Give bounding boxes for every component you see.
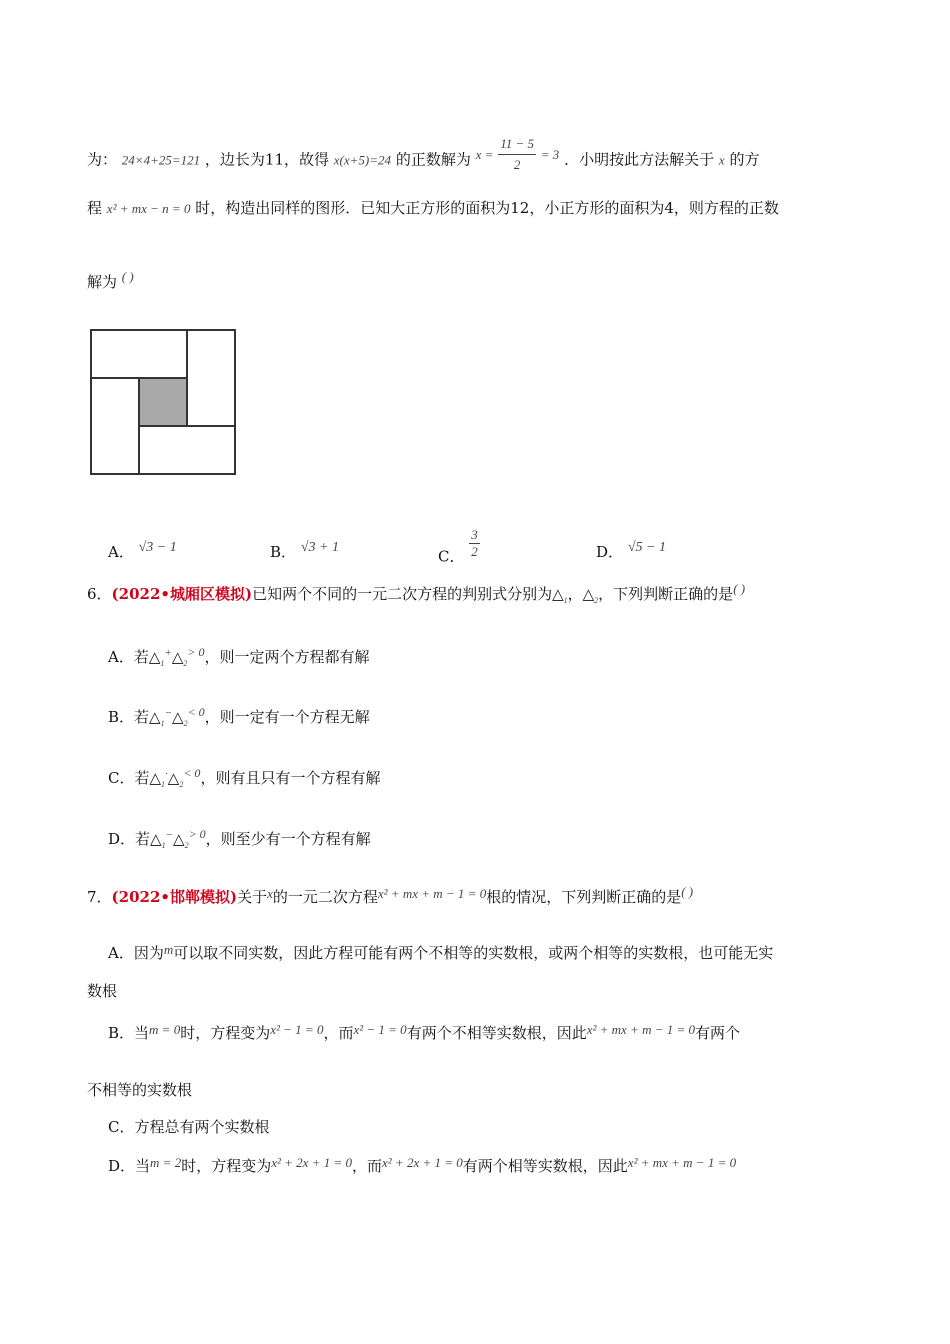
q5-option-d[interactable] [596,541,666,562]
text: ，则至少有一个方程有解 [205,830,371,848]
text: 有两个 [695,1024,741,1042]
question-number: 6． [87,585,112,603]
text: 的正数解为 [395,150,471,169]
option-value: √3 − 1 [138,540,177,555]
answer-blank: ( ) [681,884,694,899]
answer-blank: ( ) [733,581,746,596]
option-value: √3 + 1 [300,540,339,555]
answer-blank: ( ) [121,269,134,284]
q6-option-c[interactable] [108,766,380,789]
text: 时，方程变为 [181,1157,272,1175]
q6-option-d[interactable] [108,827,371,850]
rectangle-bottom [139,426,235,474]
option-label: B． [270,543,297,561]
question-source: (2022•邯郸模拟) [111,888,238,906]
text: 关于 [237,888,268,906]
subscript: 1 [160,719,165,728]
rectangle-top [91,330,187,378]
text: △ [173,830,185,848]
q6-option-a[interactable] [108,645,370,668]
text: 若△ [133,648,161,666]
q5-line-1 [87,136,760,181]
math-variable: x [718,152,725,168]
text: 若△ [135,830,162,848]
comparison: > 0 [188,827,206,841]
text: 当 [135,1157,151,1175]
operator: + [164,647,172,659]
text: △ [171,648,184,666]
text: 的一元二次方程 [272,888,378,906]
text: 若△ [134,708,161,726]
text: 的方 [729,150,760,169]
math-expression: x² − 1 = 0 [270,1022,324,1037]
option-label: B． [108,1024,135,1042]
subscript: 2 [184,841,189,850]
option-label: A． [108,543,134,561]
comparison: > 0 [187,645,205,659]
fraction [498,134,536,175]
fraction-denominator: 2 [513,157,521,172]
text: 当 [134,1024,150,1042]
text: ，边长为11，故得 [204,150,329,169]
rectangle-right [187,330,235,426]
math-expression: x² + 2x + 1 = 0 [382,1155,463,1170]
text: 有两个相等实数根，因此 [462,1157,628,1175]
text: 方程总有两个实数根 [134,1118,270,1136]
q7-option-a-continuation: 数根 [87,982,118,1000]
text: 因为 [133,944,164,962]
text: 可以取不同实数，因此方程可能有两个不相等的实数根，或两个相等的实数根，也可能无实 [173,944,774,962]
option-label: D． [108,1157,136,1175]
q7-option-b[interactable] [108,1022,740,1043]
q5-option-a[interactable] [108,541,177,562]
text: 有两个不相等实数根，因此 [406,1024,587,1042]
q7-option-c[interactable] [108,1116,270,1137]
text: 解为 [87,273,118,291]
subscript: 1 [160,659,165,668]
text: ．小明按此方法解关于 [564,150,715,169]
text: 已知两个不同的一元二次方程的判别式分别为△ [252,585,564,603]
option-label: C． [108,1118,135,1136]
q5-line-2 [87,198,779,219]
text: 时，构造出同样的图形．已知大正方形的面积为12，小正方形的面积为4，则方程的正数 [195,199,779,217]
math-expression: = 3 [540,146,560,162]
square-figure [90,329,238,477]
text: 程 [87,199,103,217]
q5-option-b[interactable] [270,541,339,562]
question-source: (2022•城厢区模拟) [111,585,253,603]
fraction-numerator: 11 − 5 [498,134,536,155]
option-label: D． [596,543,624,561]
text: 根的情况，下列判断正确的是 [486,888,682,906]
text: △ [167,769,180,787]
rectangle-left [91,378,139,474]
option-label: B． [108,708,135,726]
text: △ [172,708,184,726]
subscript: 2 [183,719,188,728]
text: ，下列判断正确的是 [598,585,734,603]
text: ，△ [567,585,595,603]
inner-shaded-square [139,378,187,426]
question-number: 7． [87,888,112,906]
text: ，而 [352,1157,383,1175]
subscript: 1 [161,780,166,789]
math-expression: x² + mx + m − 1 = 0 [586,1022,696,1037]
math-expression: 24×4+25=121 [121,152,201,168]
q5-line-3 [87,269,134,293]
option-label: D． [108,830,136,848]
q7-option-b-continuation: 不相等的实数根 [87,1081,193,1099]
math-expression: x² + 2x + 1 = 0 [271,1155,352,1170]
text: ，则有且只有一个方程有解 [200,769,381,787]
fraction-numerator: 3 [471,527,478,542]
option-label: A． [108,944,134,962]
subscript: 2 [594,596,599,605]
q7-option-a[interactable] [108,942,773,963]
text: 若△ [134,769,162,787]
math-expression: m = 2 [150,1155,182,1170]
math-variable: x [267,886,273,901]
option-value-fraction [469,527,480,560]
option-label: C． [438,547,465,566]
text: ，而 [323,1024,354,1042]
option-value: √5 − 1 [627,540,666,555]
math-expression: x(x+5)=24 [333,152,392,168]
text: 为： [87,150,118,169]
option-label: C． [108,769,135,787]
text: 时，方程变为 [180,1024,271,1042]
subscript: 2 [183,659,188,668]
comparison: < 0 [187,705,205,719]
math-expression: m = 0 [149,1022,181,1037]
subscript: 2 [179,780,184,789]
q7-stem [87,884,694,908]
math-expression: x = [475,146,494,162]
subscript: 1 [161,841,166,850]
operator: − [164,707,173,719]
math-expression: x² − 1 = 0 [353,1022,407,1037]
math-expression: x² + mx − n = 0 [106,201,191,216]
operator: · [165,768,168,780]
math-expression: x² + mx + m − 1 = 0 [627,1155,737,1170]
fraction-denominator: 2 [471,544,478,559]
operator: − [165,829,174,841]
subscript: 1 [563,596,568,605]
math-expression: x² + mx + m − 1 = 0 [377,886,487,901]
q6-stem [87,581,746,611]
comparison: < 0 [183,766,201,780]
text: ，则一定两个方程都有解 [204,648,370,666]
text: ，则一定有一个方程无解 [204,708,370,726]
q5-option-c[interactable] [438,527,480,574]
q7-option-d[interactable] [108,1155,736,1176]
math-variable: m [163,942,174,957]
q6-option-b[interactable] [108,705,370,728]
option-label: A． [108,648,134,666]
